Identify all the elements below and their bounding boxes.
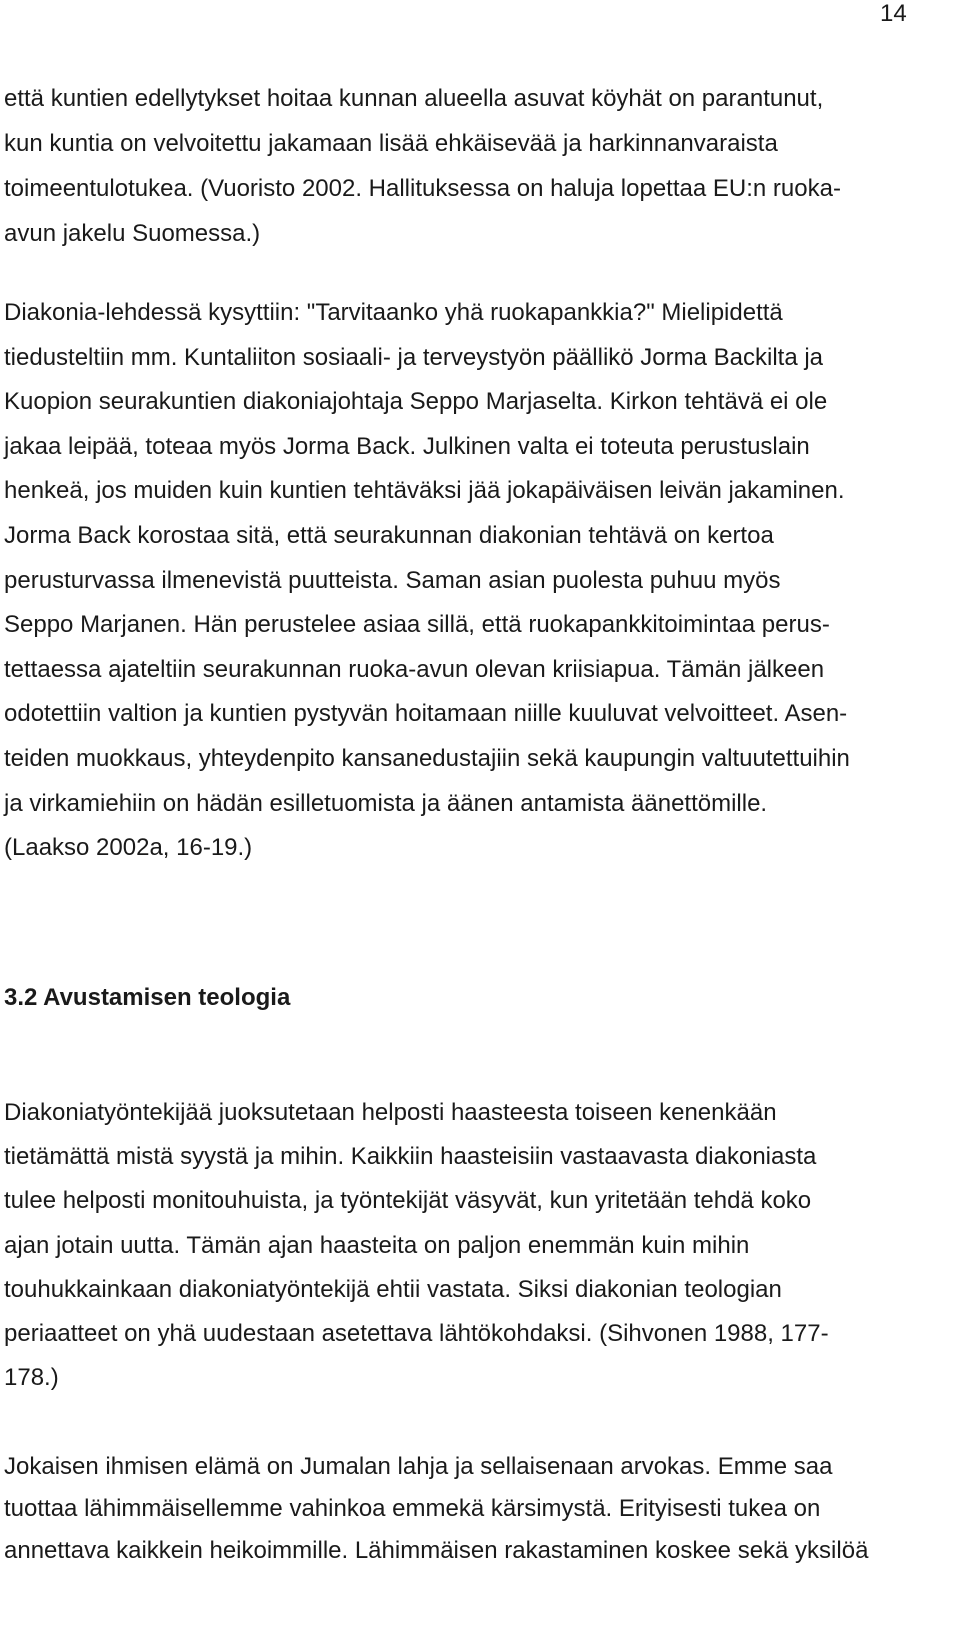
- text-line: tulee helposti monitouhuista, ja työntekijät väsyvät, kun yritetään tehdä koko: [4, 1187, 812, 1215]
- text-line: tettaessa ajateltiin seurakunnan ruoka-avun olevan kriisiapua. Tämän jälkeen: [4, 655, 825, 683]
- paragraph-2: [4, 291, 850, 871]
- text-line: teiden muokkaus, yhteydenpito kansanedustajiin sekä kaupungin valtuutettuihin: [4, 744, 850, 772]
- section-heading: 3.2 Avustamisen teologia: [4, 984, 291, 1011]
- text-line: 178.): [4, 1364, 59, 1392]
- paragraph-1: [4, 76, 841, 256]
- text-line: henkeä, jos muiden kuin kuntien tehtäväksi jää jokapäiväisen leivän jakaminen.: [4, 477, 845, 505]
- text-line: tiedusteltiin mm. Kuntaliiton sosiaali- ja terveystyön päällikö Jorma Backilta ja: [4, 343, 824, 371]
- text-line: avun jakelu Suomessa.): [4, 220, 261, 247]
- text-line: toimeentulotukea. (Vuoristo 2002. Hallituksessa on haluja lopettaa EU:n ruoka-: [4, 175, 841, 202]
- text-line: perusturvassa ilmenevistä puutteista. Saman asian puolesta puhuu myös: [4, 566, 781, 594]
- text-line: Seppo Marjanen. Hän perustelee asiaa sillä, että ruokapankkitoimintaa perus-: [4, 611, 830, 639]
- paragraph-3: [4, 1091, 829, 1400]
- page-number: 14: [880, 0, 907, 27]
- text-line: periaatteet on yhä uudestaan asetettava lähtökohdaksi. (Sihvonen 1988, 177-: [4, 1320, 829, 1348]
- text-line: tietämättä mistä syystä ja mihin. Kaikkiin haasteisiin vastaavasta diakoniasta: [4, 1143, 817, 1171]
- text-line: (Laakso 2002a, 16-19.): [4, 834, 253, 862]
- text-line: Diakonia-lehdessä kysyttiin: "Tarvitaanko yhä ruokapankkia?" Mielipidettä: [4, 299, 783, 326]
- text-line: tuottaa lähimmäisellemme vahinkoa emmekä kärsimystä. Erityisesti tukea on: [4, 1495, 821, 1522]
- text-line: Jorma Back korostaa sitä, että seurakunnan diakonian tehtävä on kertoa: [4, 521, 774, 549]
- text-line: ja virkamiehiin on hädän esilletuomista ja äänen antamista äänettömille.: [4, 789, 768, 817]
- text-line: odotettiin valtion ja kuntien pystyvän hoitamaan niille kuuluvat velvoitteet. Asen-: [4, 700, 848, 728]
- text-line: annettava kaikkein heikoimmille. Lähimmäisen rakastaminen koskee sekä yksilöä: [4, 1537, 869, 1564]
- paragraph-4: [4, 1446, 868, 1572]
- text-line: Kuopion seurakuntien diakoniajohtaja Seppo Marjaselta. Kirkon tehtävä ei ole: [4, 388, 828, 416]
- text-line: kun kuntia on velvoitettu jakamaan lisää ehkäisevää ja harkinnanvaraista: [4, 130, 778, 157]
- text-line: touhukkainkaan diakoniatyöntekijä ehtii vastata. Siksi diakonian teologian: [4, 1275, 782, 1303]
- text-line: Jokaisen ihmisen elämä on Jumalan lahja ja sellaisenaan arvokas. Emme saa: [4, 1453, 833, 1480]
- text-line: Diakoniatyöntekijää juoksutetaan helposti haasteesta toiseen kenenkään: [4, 1099, 777, 1126]
- text-line: että kuntien edellytykset hoitaa kunnan alueella asuvat köyhät on parantunut,: [4, 85, 824, 112]
- text-line: jakaa leipää, toteaa myös Jorma Back. Julkinen valta ei toteuta perustuslain: [4, 432, 810, 460]
- text-line: ajan jotain uutta. Tämän ajan haasteita on paljon enemmän kuin mihin: [4, 1231, 750, 1259]
